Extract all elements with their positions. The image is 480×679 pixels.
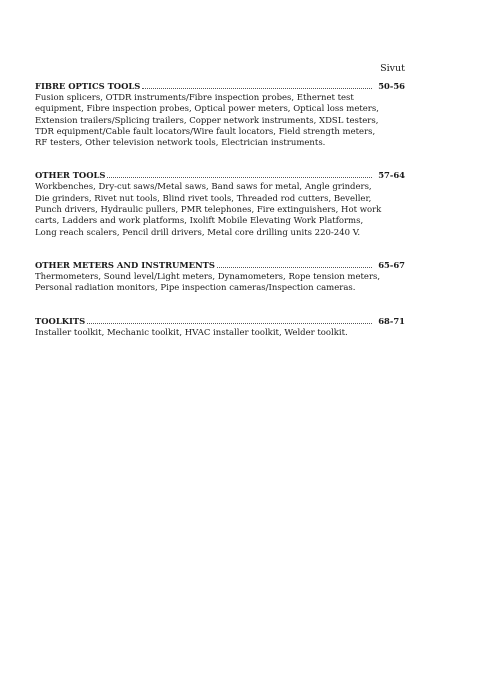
toc-page [35,63,405,360]
toc-entry[interactable] [35,170,405,182]
description-line: Die grinders, Rivet nut tools, Blind rivet tools, Threaded rod cutters, Beveller, [35,193,372,204]
description-line: Punch drivers, Hydraulic pullers, PMR telephones, Fire extinguishers, Hot work [35,205,382,216]
description-line: Long reach scalers, Pencil drill drivers, Metal core drilling units 220-240 V. [35,227,361,238]
toc-entry[interactable] [35,260,405,272]
description-line: Fusion splicers, OTDR instruments/Fibre inspection probes, Ethernet test [35,93,354,103]
toc-section-other-tools [35,170,405,238]
page-range: 65-67 [378,259,405,270]
description-line: equipment, Fibre inspection probes, Optical power meters, Optical loss meters, [35,104,379,115]
section-title: OTHER TOOLS [35,170,106,181]
section-title: TOOLKITS [35,315,86,326]
description-line: RF testers, Other television network tools, Electrician instruments. [35,138,326,149]
description-line: Installer toolkit, Mechanic toolkit, HVAC installer toolkit, Welder toolkit. [35,327,348,338]
page-range: 57-64 [378,170,405,181]
toc-entry[interactable] [35,81,405,93]
description-line: TDR equipment/Cable fault locators/Wire fault locators, Field strength meters, [35,126,376,137]
dot-leader [142,88,372,89]
description-line: Thermometers, Sound level/Light meters, Dynamometers, Rope tension meters, [35,271,381,282]
section-title: OTHER METERS AND INSTRUMENTS [35,259,215,270]
section-title: FIBRE OPTICS TOOLS [35,81,141,91]
section-description [35,328,405,339]
description-line: carts, Ladders and work platforms, Ixolift Mobile Elevating Work Platforms, [35,216,364,227]
page-range: 50-56 [378,81,405,91]
pages-column-label: Sivut [380,63,405,74]
section-description [35,182,405,238]
description-line: Workbenches, Dry-cut saws/Metal saws, Band saws for metal, Angle grinders, [35,182,372,193]
toc-section-fibre-optics-tools [35,81,405,149]
dot-leader [107,177,372,178]
description-line: Personal radiation monitors, Pipe inspection cameras/Inspection cameras. [35,283,356,294]
section-description [35,93,405,149]
description-line: Extension trailers/Splicing trailers, Copper network instruments, XDSL testers, [35,115,379,126]
toc-section-toolkits [35,316,405,339]
toc-section-other-meters-and-instruments [35,260,405,295]
toc-entry[interactable] [35,316,405,328]
dot-leader [87,323,372,324]
dot-leader [217,267,372,268]
page-range: 68-71 [378,315,405,326]
section-description [35,272,405,295]
